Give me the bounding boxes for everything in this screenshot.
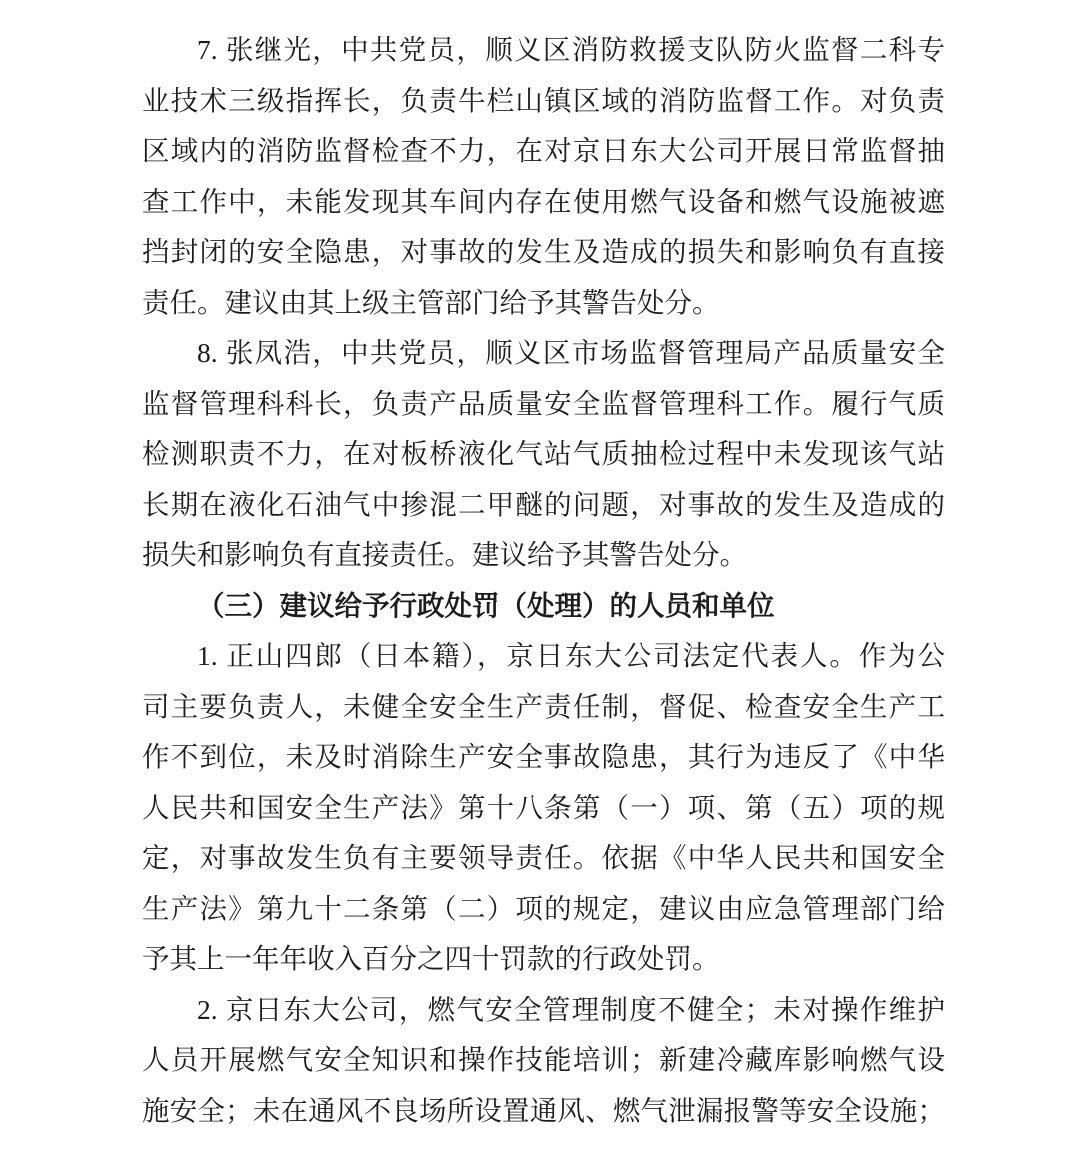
section-heading-3 [142,581,945,632]
text-line: 8. 张凤浩，中共党员，顺义区市场监督管理局产品质量安全 [197,337,945,368]
text-line: 查工作中，未能发现其车间内存在使用燃气设备和燃气设施被遮 [142,185,945,217]
document-body [142,25,945,1136]
section-heading: （三）建议给予行政处罚（处理）的人员和单位 [197,589,775,621]
text-line: 人民共和国安全生产法》第十八条第（一）项、第（五）项的规 [142,791,945,823]
text-line: 施安全；未在通风不良场所设置通风、燃气泄漏报警等安全设施； [142,1094,945,1126]
text-line: 生产法》第九十二条第（二）项的规定，建议由应急管理部门给 [142,892,945,924]
paragraph-8 [142,328,945,581]
text-line: 人员开展燃气安全知识和操作技能培训；新建冷藏库影响燃气设 [142,1044,945,1075]
text-line: 作不到位，未及时消除生产安全事故隐患，其行为违反了《中华 [142,741,945,772]
text-line: 业技术三级指挥长，负责牛栏山镇区域的消防监督工作。对负责 [142,84,945,116]
text-line: 1. 正山四郎（日本籍），京日东大公司法定代表人。作为公 [197,640,945,671]
text-line: 责任。建议由其上级主管部门给予其警告处分。 [142,286,720,318]
text-line: 区域内的消防监督检查不力，在对京日东大公司开展日常监督抽 [142,135,945,166]
text-line: 监督管理科科长，负责产品质量安全监督管理科工作。履行气质 [142,387,945,419]
paragraph-7 [142,25,945,328]
paragraph-2 [142,985,945,1137]
text-line: 检测职责不力，在对板桥液化气站气质抽检过程中未发现该气站 [142,438,945,469]
text-line: 司主要负责人，未健全安全生产责任制，督促、检查安全生产工 [142,690,945,722]
text-line: 长期在液化石油气中掺混二甲醚的问题，对事故的发生及造成的 [142,488,945,520]
text-line: 2. 京日东大公司，燃气安全管理制度不健全；未对操作维护 [197,993,945,1025]
text-line: 定，对事故发生负有主要领导责任。依据《中华人民共和国安全 [142,842,945,873]
text-line: 予其上一年年收入百分之四十罚款的行政处罚。 [142,943,720,974]
text-line: 7. 张继光，中共党员，顺义区消防救援支队防火监督二科专 [197,34,945,65]
text-line: 挡封闭的安全隐患，对事故的发生及造成的损失和影响负有直接 [142,236,945,267]
paragraph-1 [142,631,945,985]
text-line: 损失和影响负有直接责任。建议给予其警告处分。 [142,539,747,570]
